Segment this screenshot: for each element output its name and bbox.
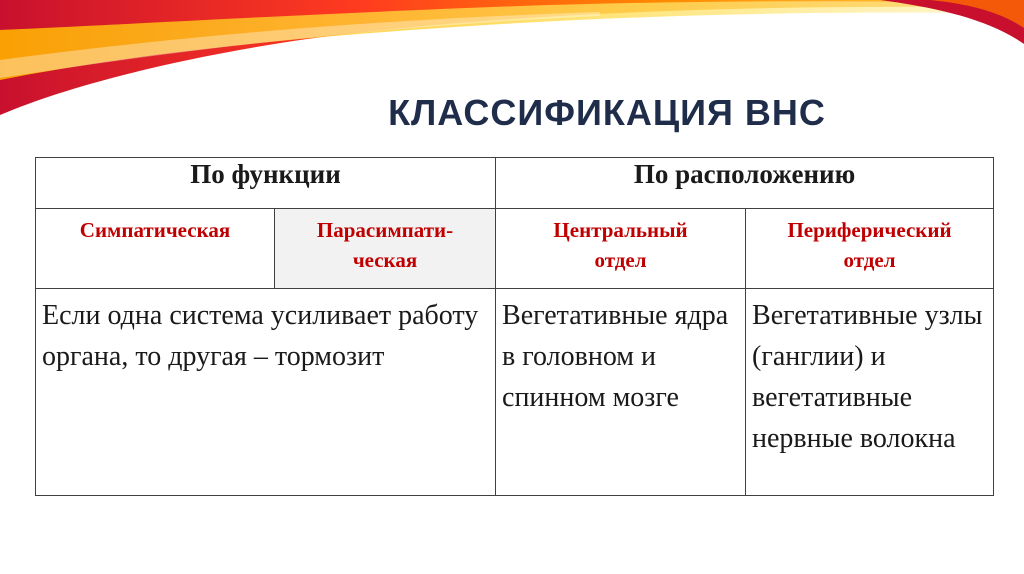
- cell-peripheral-description: Вегетативные узлы (ганглии) и вегетативные нервные волокна: [746, 289, 994, 496]
- subheader-parasympathetic: Парасимпати- ческая: [275, 209, 496, 289]
- group-header-function: По функции: [36, 158, 496, 209]
- page-title: КЛАССИФИКАЦИЯ ВНС: [388, 92, 826, 133]
- group-header-location: По расположению: [496, 158, 994, 209]
- subheader-sympathetic: Симпатическая: [36, 209, 275, 289]
- cell-central-description: Вегетативные ядра в головном и спинном мозге: [496, 289, 746, 496]
- classification-table: [35, 157, 994, 496]
- subheader-central: Центральный отдел: [496, 209, 746, 289]
- subheader-peripheral: Периферический отдел: [746, 209, 994, 289]
- cell-function-description: Если одна система усиливает работу органа, то другая – тормозит: [36, 289, 496, 496]
